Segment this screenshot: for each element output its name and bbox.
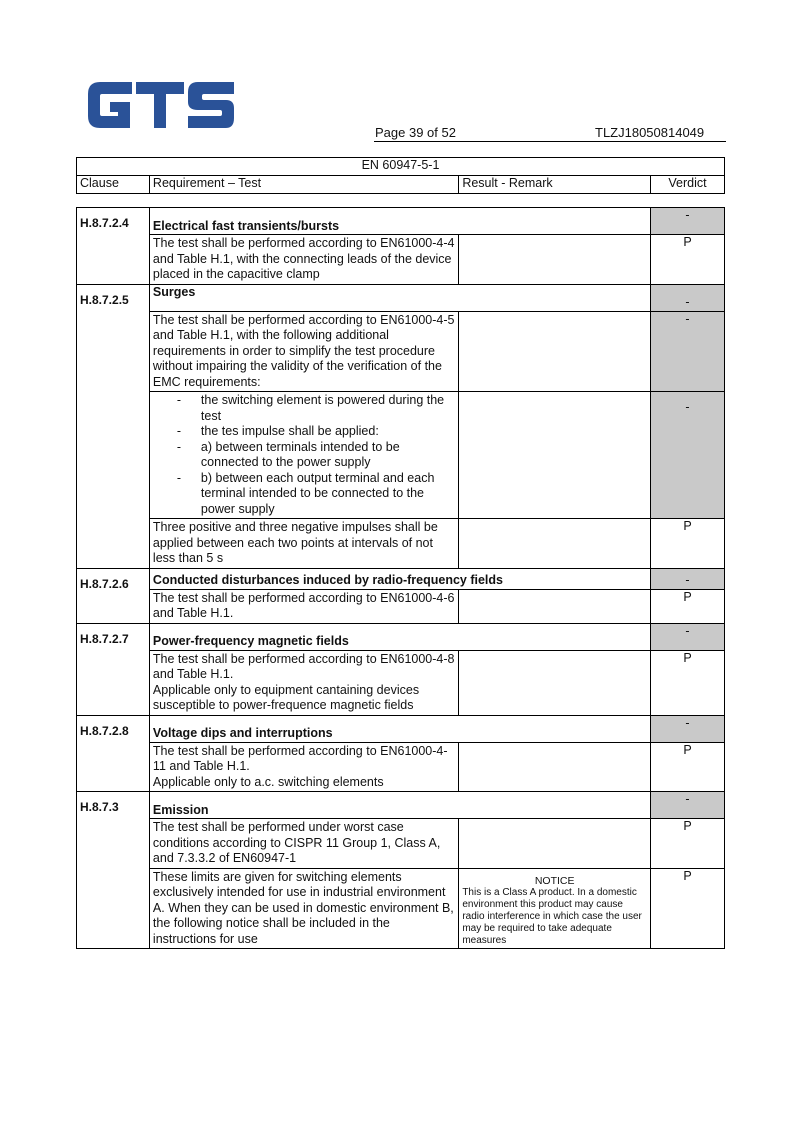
- verdict: P: [651, 235, 725, 285]
- requirement-note: Applicable only to equipment cantaining devices susceptible to power-frequence magnetic fields: [152, 682, 420, 712]
- result-remark: [459, 235, 651, 285]
- verdict: -: [651, 792, 725, 819]
- table-row: [77, 742, 725, 792]
- clause-title: Conducted disturbances induced by radio-frequency fields: [149, 568, 650, 589]
- verdict: P: [651, 650, 725, 715]
- result-remark: [459, 742, 651, 792]
- clause-number: H.8.7.2.8: [77, 715, 150, 792]
- table-row: [77, 311, 725, 392]
- verdict: -: [651, 311, 725, 392]
- list-item: - b) between each output terminal and each terminal intended to be connected to the power supply: [177, 471, 455, 518]
- verdict: -: [651, 568, 725, 589]
- column-clause: Clause: [77, 176, 150, 194]
- report-number: TLZJ18050814049: [595, 125, 705, 140]
- requirement-line: The test shall be performed according to EN61000-4-11 and Table H.1.: [152, 743, 448, 773]
- page-number: Page 39 of 52: [375, 125, 456, 140]
- table-row: [77, 650, 725, 715]
- list-item: - the switching element is powered during the test: [177, 393, 455, 424]
- column-requirement: Requirement – Test: [149, 176, 458, 194]
- clause-number: H.8.7.2.6: [77, 568, 150, 623]
- requirement-line: The test shall be performed according to EN61000-4-8 and Table H.1.: [152, 651, 455, 681]
- table-row: [77, 235, 725, 285]
- clause-number: H.8.7.3: [77, 792, 150, 949]
- requirement-note: Applicable only to a.c. switching elements: [152, 774, 384, 789]
- clause-title: Emission: [149, 792, 650, 819]
- requirement-text: The test shall be performed according to EN61000-4-6 and Table H.1.: [149, 589, 458, 623]
- requirement-text: Three positive and three negative impulses shall be applied between each two points at intervals of not less than 5 s: [149, 519, 458, 569]
- verdict: P: [651, 519, 725, 569]
- clause-number: H.8.7.2.7: [77, 623, 150, 715]
- verdict: -: [651, 284, 725, 311]
- verdict: -: [651, 392, 725, 519]
- result-remark: [459, 650, 651, 715]
- result-remark: [459, 819, 651, 869]
- verdict: P: [651, 868, 725, 949]
- requirement-text: The test shall be performed according to EN61000-4-5 and Table H.1, with the following additional requirements in order to simplify the test procedure without impairing the validity of the verification of the EMC requirements:: [149, 311, 458, 392]
- requirement-list: [149, 392, 458, 519]
- table-header: [76, 157, 725, 194]
- result-remark: [459, 868, 651, 949]
- verdict: P: [651, 742, 725, 792]
- verdict: P: [651, 819, 725, 869]
- table-row: [77, 208, 725, 235]
- requirement-text: These limits are given for switching elements exclusively intended for use in industrial environment A. When they can be used in domestic environment B, the following notice shall be included in the instructions for use: [149, 868, 458, 949]
- clause-title: Electrical fast transients/bursts: [149, 208, 650, 235]
- table-row: [77, 568, 725, 589]
- requirement-text: The test shall be performed according to EN61000-4-4 and Table H.1, with the connecting leads of the device placed in the capacitive clamp: [149, 235, 458, 285]
- table-row: [77, 392, 725, 519]
- result-remark: [459, 392, 651, 519]
- list-item: - a) between terminals intended to be connected to the power supply: [177, 440, 455, 471]
- header-rule: [374, 141, 726, 142]
- requirement-text: [149, 742, 458, 792]
- table-row: [77, 623, 725, 650]
- requirements-table: [76, 207, 725, 949]
- table-row: [77, 589, 725, 623]
- table-row: [77, 519, 725, 569]
- verdict: -: [651, 208, 725, 235]
- table-row: [77, 284, 725, 311]
- table-row: [77, 819, 725, 869]
- requirement-text: The test shall be performed under worst case conditions according to CISPR 11 Group 1, Class A, and 7.3.3.2 of EN60947-1: [149, 819, 458, 869]
- result-remark: [459, 519, 651, 569]
- table-row: [77, 792, 725, 819]
- clause-title: Voltage dips and interruptions: [149, 715, 650, 742]
- column-verdict: Verdict: [651, 176, 725, 194]
- notice-text: This is a Class A product. In a domestic environment this product may cause radio interference in which case the user may be required to take adequate measures: [462, 886, 642, 946]
- clause-title: Power-frequency magnetic fields: [149, 623, 650, 650]
- table-row: [77, 868, 725, 949]
- clause-title: Surges: [149, 284, 650, 311]
- notice-title: NOTICE: [534, 874, 575, 887]
- clause-number: H.8.7.2.4: [77, 208, 150, 285]
- standard-title: EN 60947-5-1: [77, 158, 725, 176]
- verdict: P: [651, 589, 725, 623]
- result-remark: [459, 311, 651, 392]
- table-row: [77, 715, 725, 742]
- verdict: -: [651, 715, 725, 742]
- column-result: Result - Remark: [459, 176, 651, 194]
- list-item: - the tes impulse shall be applied:: [177, 424, 455, 440]
- requirement-text: [149, 650, 458, 715]
- result-remark: [459, 589, 651, 623]
- clause-number: H.8.7.2.5: [77, 284, 150, 568]
- verdict: -: [651, 623, 725, 650]
- gts-logo: [86, 78, 236, 132]
